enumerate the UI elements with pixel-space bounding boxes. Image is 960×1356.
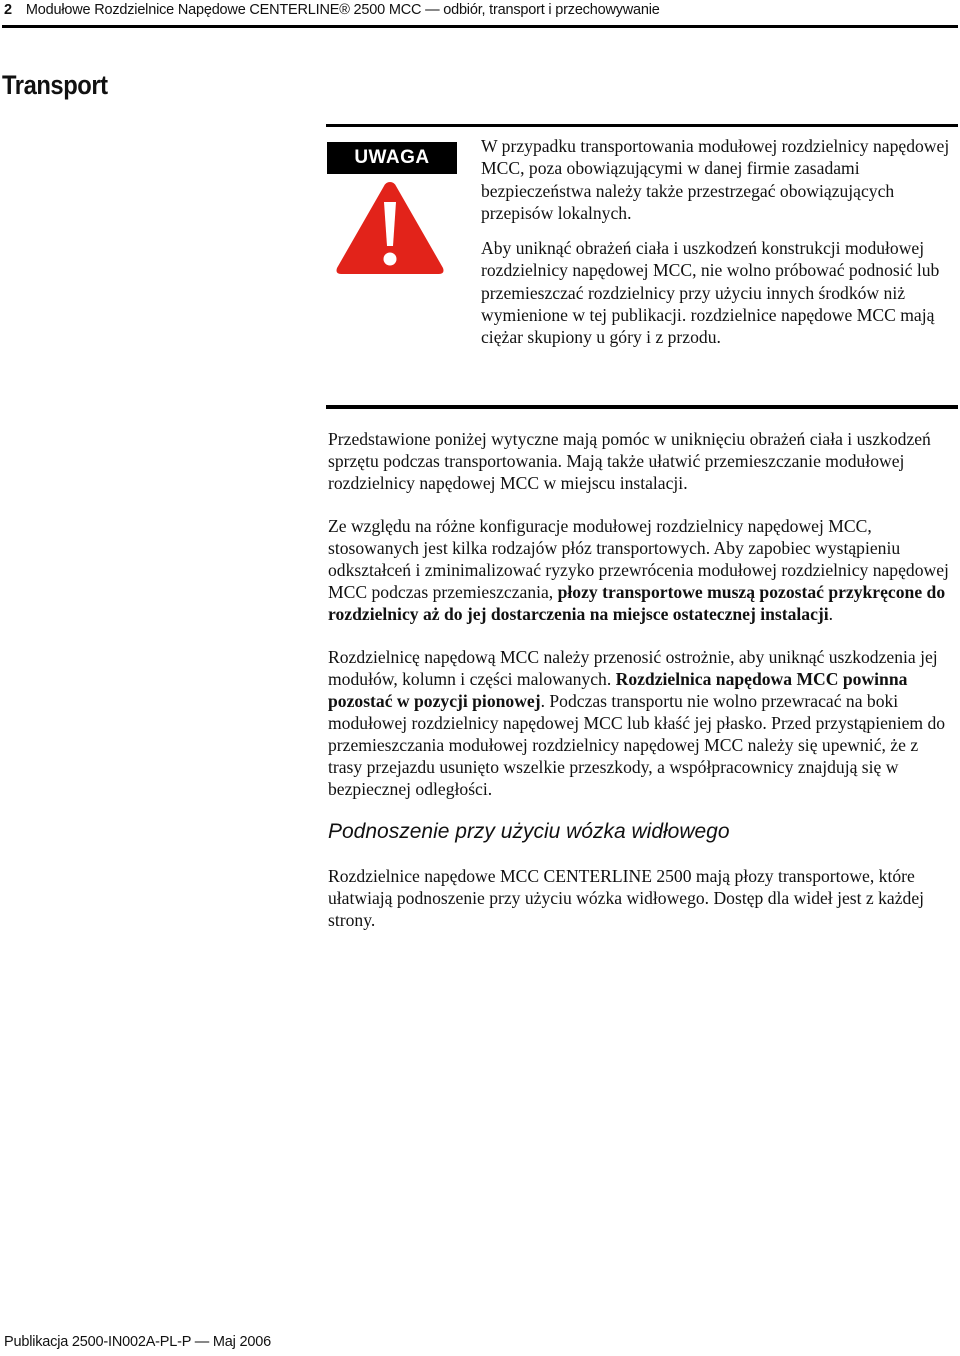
warning-rule-top [326, 124, 958, 127]
body-paragraph: Przedstawione poniżej wytyczne mają pomóc w uniknięciu obrażeń ciała i uszkodzeń sprzętu podczas transportowania. Mają także ułatwić przemieszczanie modułowej rozdzielnicy napędowej MCC w miejscu instalacji. [328, 429, 931, 493]
body-paragraph: Rozdzielnice napędowe MCC CENTERLINE 2500 mają płozy transportowe, które ułatwiają podnoszenie przy użyciu wózka widłowego. Dostęp dla wideł jest z każdej strony. [328, 866, 925, 930]
text-run: . [828, 604, 834, 624]
text-run: Rozdzielnicę napędową MCC należy przenosić ostrożnie, aby uniknąć uszkodzenia jej modułów, kolumn i części malowanych. [328, 647, 938, 689]
section-title: Transport [2, 70, 108, 100]
emphasis-text: płozy transportowe muszą pozostać przykręcone do rozdzielnicy aż do jej dostarczenia na miejsce ostatecznej instalacji [328, 582, 946, 624]
subheading: Podnoszenie przy użyciu wózka widłowego [328, 820, 730, 843]
warning-box [326, 124, 958, 414]
body-paragraph [328, 646, 956, 800]
running-header [4, 2, 660, 18]
body-text [328, 428, 956, 952]
page-number: 2 [4, 2, 12, 18]
text-run: Ze względu na różne konfiguracje modułowej rozdzielnicy napędowej MCC, stosowanych jest kilka rodzajów płóz transportowych. Aby zapobiec wystąpieniu odkształceń i zminimalizować ryzyko przewrócenia modułowej rozdzielnicy napędowej MCC podczas przemieszczania, [328, 516, 949, 602]
body-paragraph [328, 515, 956, 625]
emphasis-text: Rozdzielnica napędowa MCC powinna pozostać w pozycji pionowej [328, 669, 908, 711]
warning-text [481, 135, 951, 362]
header-rule [2, 25, 958, 28]
warning-paragraph: Aby uniknąć obrażeń ciała i uszkodzeń konstrukcji modułowej rozdzielnicy napędowej MCC, nie wolno próbować podnosić lub przemieszczać rozdzielnicy przy użyciu innych środków niż wymienione w tej publikacji. rozdzielnice napędowe MCC mają ciężar skupiony u góry i z przodu. [481, 238, 940, 348]
running-title: Modułowe Rozdzielnice Napędowe CENTERLINE® 2500 MCC — odbiór, transport i przechowywanie [25, 2, 660, 18]
text-run: . Podczas transportu nie wolno przewracać na boki modułowej rozdzielnicy napędowej MCC lub kłaść jej płasko. Przed przystąpieniem do przemieszczania modułowej rozdzielnicy napędowej MCC należy się upewnić, że z trasy przejazdu usunięto wszelkie przeszkody, a współpracownicy znajdują się w bezpiecznej odległości. [328, 691, 946, 799]
warning-label: UWAGA [327, 142, 457, 174]
warning-paragraph: W przypadku transportowania modułowej rozdzielnicy napędowej MCC, poza obowiązującymi w danej firmie zasadami bezpieczeństwa należy także przestrzegać obowiązujących przepisów lokalnych. [481, 136, 950, 223]
warning-triangle-icon [334, 178, 446, 278]
page-footer: Publikacja 2500-IN002A-PL-P — Maj 2006 [4, 1334, 271, 1350]
warning-rule-bottom [326, 405, 958, 409]
